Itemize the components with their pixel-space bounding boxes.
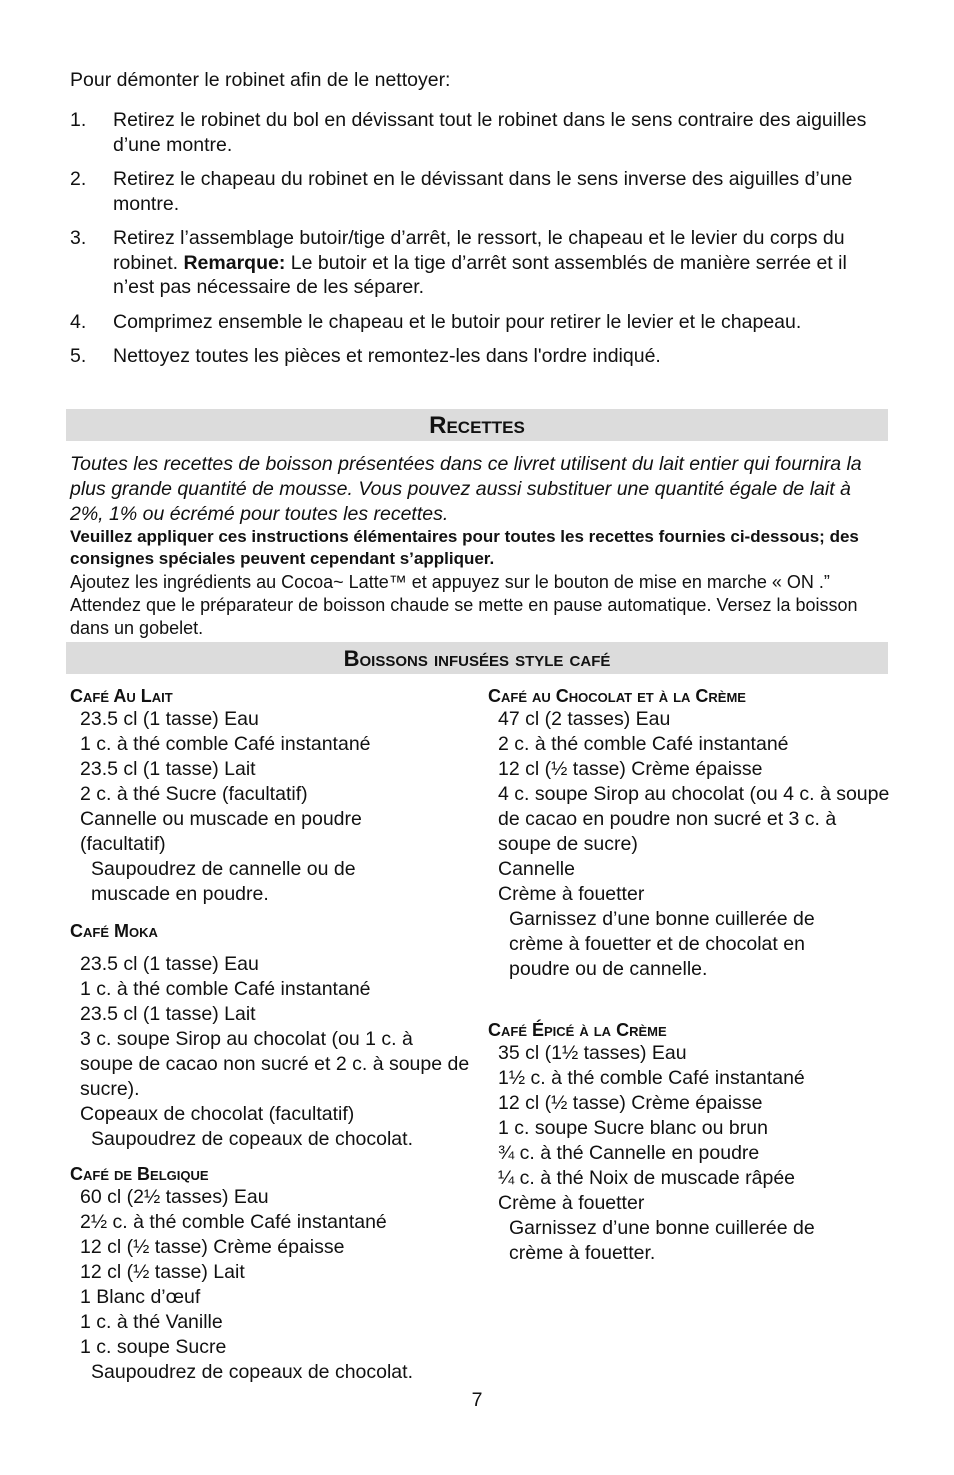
recipe-cafe-moka xyxy=(70,920,470,1152)
recipe-cafe-au-lait xyxy=(70,685,470,907)
recipe-title: Café Moka xyxy=(70,921,158,941)
ingredient: 1 c. à thé comble Café instantané xyxy=(80,978,371,1000)
ingredient: 2 c. à thé comble Café instantané xyxy=(498,733,789,755)
ingredient: 35 cl (1½ tasses) Eau xyxy=(498,1042,687,1064)
ingredient: Cannelle ou muscade en poudre (facultatif) xyxy=(80,808,362,855)
ingredient: 12 cl (½ tasse) Lait xyxy=(80,1261,245,1283)
recipe-title: Café au Chocolat et à la Crème xyxy=(488,686,746,706)
recipe-note: Garnissez d’une bonne cuillerée de crème à fouetter. xyxy=(509,1217,815,1264)
ingredient: 1 c. à thé comble Café instantané xyxy=(80,733,371,755)
operating-instructions: Ajoutez les ingrédients au Cocoa~ Latte™ et appuyez sur le bouton de mise en marche « ON .” Attendez que le préparateur de boisson chaude se mette en pause automatique. Versez la boisson dans un gobelet. xyxy=(70,572,858,638)
step-number: 2. xyxy=(70,168,87,190)
recipe-title: Café de Belgique xyxy=(70,1164,209,1184)
ingredient-list xyxy=(488,707,888,907)
page-number: 7 xyxy=(471,1389,483,1411)
step-item xyxy=(70,310,888,335)
ingredient: 1 c. soupe Sucre xyxy=(80,1336,227,1358)
step-item xyxy=(70,167,888,216)
cleaning-steps-list xyxy=(70,108,888,379)
step-item xyxy=(70,226,888,300)
basic-instructions-note: Veuillez appliquer ces instructions élémentaires pour toutes les recettes fournies ci-dessous; des consignes spéciales peuvent cependant s’appliquer. xyxy=(70,527,859,568)
step-text: Comprimez ensemble le chapeau et le butoir pour retirer le levier et le chapeau. xyxy=(113,310,802,333)
ingredient: 23.5 cl (1 tasse) Eau xyxy=(80,953,259,975)
ingredient: Cannelle xyxy=(498,858,575,880)
ingredient: 3 c. soupe Sirop au chocolat (ou 1 c. à soupe de cacao non sucré et 2 c. à soupe de sucre). xyxy=(80,1028,470,1100)
ingredient: 1½ c. à thé comble Café instantané xyxy=(498,1067,805,1089)
ingredient-list xyxy=(70,952,470,1127)
ingredient: 12 cl (½ tasse) Crème épaisse xyxy=(498,758,763,780)
ingredient: 23.5 cl (1 tasse) Lait xyxy=(80,758,256,780)
ingredient: 1 c. à thé Vanille xyxy=(80,1311,223,1333)
recipe-note: Saupoudrez de cannelle ou de muscade en poudre. xyxy=(91,858,356,905)
step-item xyxy=(70,108,888,157)
step-text: Retirez l’assemblage butoir/tige d’arrêt, le ressort, le chapeau et le levier du corps du robinet. xyxy=(113,227,845,274)
recipe-cafe-epice-creme xyxy=(488,1019,888,1266)
ingredient: Crème à fouetter xyxy=(498,883,645,905)
step-text-continued: Le butoir et la tige d’arrêt sont assemblés de manière serrée et il n’est pas nécessaire de les séparer. xyxy=(113,251,847,298)
ingredient: ¼ c. à thé Noix de muscade râpée xyxy=(498,1167,796,1189)
ingredient-list xyxy=(70,707,470,857)
step-text: Nettoyez toutes les pièces et remontez-les dans l'ordre indiqué. xyxy=(113,345,661,367)
recettes-heading: Recettes xyxy=(66,409,888,441)
ingredient: 12 cl (½ tasse) Crème épaisse xyxy=(80,1236,345,1258)
step-number: 4. xyxy=(70,310,87,333)
step-text: Retirez le robinet du bol en dévissant tout le robinet dans le sens contraire des aiguilles d’une montre. xyxy=(113,109,867,156)
ingredient: 23.5 cl (1 tasse) Lait xyxy=(80,1003,256,1025)
ingredient: Copeaux de chocolat (facultatif) xyxy=(80,1103,355,1125)
ingredient: 2½ c. à thé comble Café instantané xyxy=(80,1211,387,1233)
step-number: 5. xyxy=(70,345,87,367)
ingredient: 47 cl (2 tasses) Eau xyxy=(498,708,671,730)
remark-label: Remarque: xyxy=(183,251,286,274)
ingredient: ¾ c. à thé Cannelle en poudre xyxy=(498,1142,760,1164)
ingredient: 4 c. soupe Sirop au chocolat (ou 4 c. à soupe de cacao en poudre non sucré et 3 c. à soupe de sucre) xyxy=(498,783,890,855)
recipe-note: Saupoudrez de copeaux de chocolat. xyxy=(91,1128,413,1150)
whole-milk-note: Toutes les recettes de boisson présentées dans ce livret utilisent du lait entier qui fournira la plus grande quantité de mousse. Vous pouvez aussi substituer une quantité égale de lait à 2%, 1% ou écrémé pour toutes les recettes. xyxy=(70,453,862,525)
ingredient: 12 cl (½ tasse) Crème épaisse xyxy=(498,1092,763,1114)
ingredient: 2 c. à thé Sucre (facultatif) xyxy=(80,783,308,805)
ingredient-list xyxy=(70,1185,470,1360)
recipe-cafe-chocolat-creme xyxy=(488,685,888,982)
ingredient: 60 cl (2½ tasses) Eau xyxy=(80,1186,269,1208)
intro-text: Pour démonter le robinet afin de le nettoyer: xyxy=(70,69,451,91)
step-text: Retirez le chapeau du robinet en le dévissant dans le sens inverse des aiguilles d’une montre. xyxy=(113,168,853,215)
ingredient: 23.5 cl (1 tasse) Eau xyxy=(80,708,259,730)
ingredient-list xyxy=(488,1041,888,1216)
recipe-title: Café Épicé à la Crème xyxy=(488,1020,667,1040)
boissons-heading: Boissons infusées style café xyxy=(66,642,888,674)
step-number: 1. xyxy=(70,109,87,131)
ingredient: 1 Blanc d’œuf xyxy=(80,1286,201,1308)
ingredient: 1 c. soupe Sucre blanc ou brun xyxy=(498,1117,768,1139)
step-number: 3. xyxy=(70,227,87,249)
recipe-note: Saupoudrez de copeaux de chocolat. xyxy=(91,1361,413,1383)
ingredient: Crème à fouetter xyxy=(498,1192,645,1214)
step-item xyxy=(70,344,888,369)
recipe-note: Garnissez d’une bonne cuillerée de crème à fouetter et de chocolat en poudre ou de cannelle. xyxy=(509,908,815,980)
recipe-cafe-de-belgique xyxy=(70,1163,470,1385)
recipe-title: Café Au Lait xyxy=(70,686,173,706)
